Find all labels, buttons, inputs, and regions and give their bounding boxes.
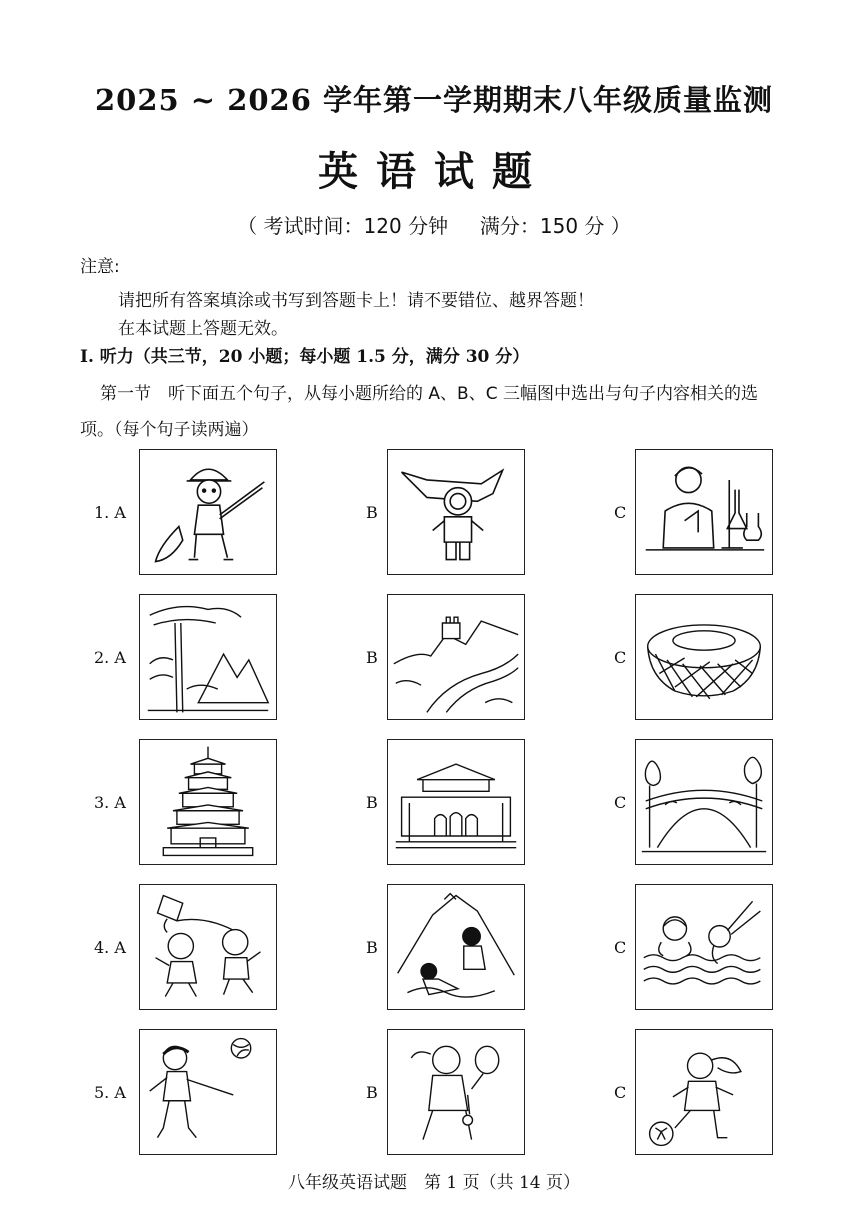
scientist-icon — [636, 450, 772, 574]
q3-option-b-label: B — [366, 793, 378, 812]
pine-mountain-icon — [140, 595, 276, 719]
birds-nest-stadium-icon — [636, 595, 772, 719]
stone-arch-bridge-icon — [636, 740, 772, 864]
page-footer: 八年级英语试题 第 1 页（共 14 页） — [287, 1173, 581, 1193]
tiananmen-icon — [388, 740, 524, 864]
exam-title: 2025 ~ 2026 学年第一学期期末八年级质量监测 — [94, 83, 773, 117]
q4-option-c-label: C — [614, 938, 627, 957]
note-line-1: 请把所有答案填涂或书写到答题卡上！请不要错位、越界答题！ — [118, 291, 594, 311]
q3-option-c-label: C — [614, 793, 627, 812]
q5-option-c-picture — [635, 1029, 773, 1155]
q5-option-b-label: B — [366, 1083, 378, 1102]
q1-option-c-label: C — [614, 503, 627, 522]
q3-option-b-picture — [387, 739, 525, 865]
kite-flying-icon — [140, 885, 276, 1009]
notes-label: 注意: — [80, 257, 120, 277]
q5-option-c-label: C — [614, 1083, 627, 1102]
q5-option-b-picture — [387, 1029, 525, 1155]
ping-pong-icon — [388, 1030, 524, 1154]
q2-option-a-picture — [139, 594, 277, 720]
q4-option-b-picture — [387, 884, 525, 1010]
construction-worker-icon — [140, 450, 276, 574]
q1-option-c-picture — [635, 449, 773, 575]
soccer-icon — [636, 1030, 772, 1154]
volleyball-icon — [140, 1030, 276, 1154]
great-wall-icon — [388, 595, 524, 719]
q3-option-c-picture — [635, 739, 773, 865]
note-line-2: 在本试题上答题无效。 — [118, 319, 288, 339]
q2-option-b-label: B — [366, 648, 378, 667]
q4-option-b-label: B — [366, 938, 378, 957]
q1-option-a-picture — [139, 449, 277, 575]
q2-option-b-picture — [387, 594, 525, 720]
mountain-climbing-icon — [388, 885, 524, 1009]
subject-title: 英语试题 — [318, 148, 550, 195]
question-4-label: 4. A — [94, 938, 126, 957]
q2-option-c-picture — [635, 594, 773, 720]
question-2-label: 2. A — [94, 648, 126, 667]
q5-option-a-picture — [139, 1029, 277, 1155]
question-3-label: 3. A — [94, 793, 126, 812]
exam-time-score: （ 考试时间：120 分钟 满分：150 分 ） — [237, 214, 631, 238]
q4-option-c-picture — [635, 884, 773, 1010]
q4-option-a-picture — [139, 884, 277, 1010]
q3-option-a-picture — [139, 739, 277, 865]
q2-option-c-label: C — [614, 648, 627, 667]
q1-option-b-picture — [387, 449, 525, 575]
astronaut-icon — [388, 450, 524, 574]
q1-option-b-label: B — [366, 503, 378, 522]
question-1-label: 1. A — [94, 503, 126, 522]
question-5-label: 5. A — [94, 1083, 126, 1102]
listening-section-heading: I. 听力（共三节，20 小题；每小题 1.5 分，满分 30 分） — [80, 347, 530, 367]
swimming-icon — [636, 885, 772, 1009]
wooden-pagoda-icon — [140, 740, 276, 864]
part1-instruction: 第一节 听下面五个句子，从每小题所给的 A、B、C 三幅图中选出与句子内容相关的选项。（每个句子读两遍） — [80, 384, 758, 440]
